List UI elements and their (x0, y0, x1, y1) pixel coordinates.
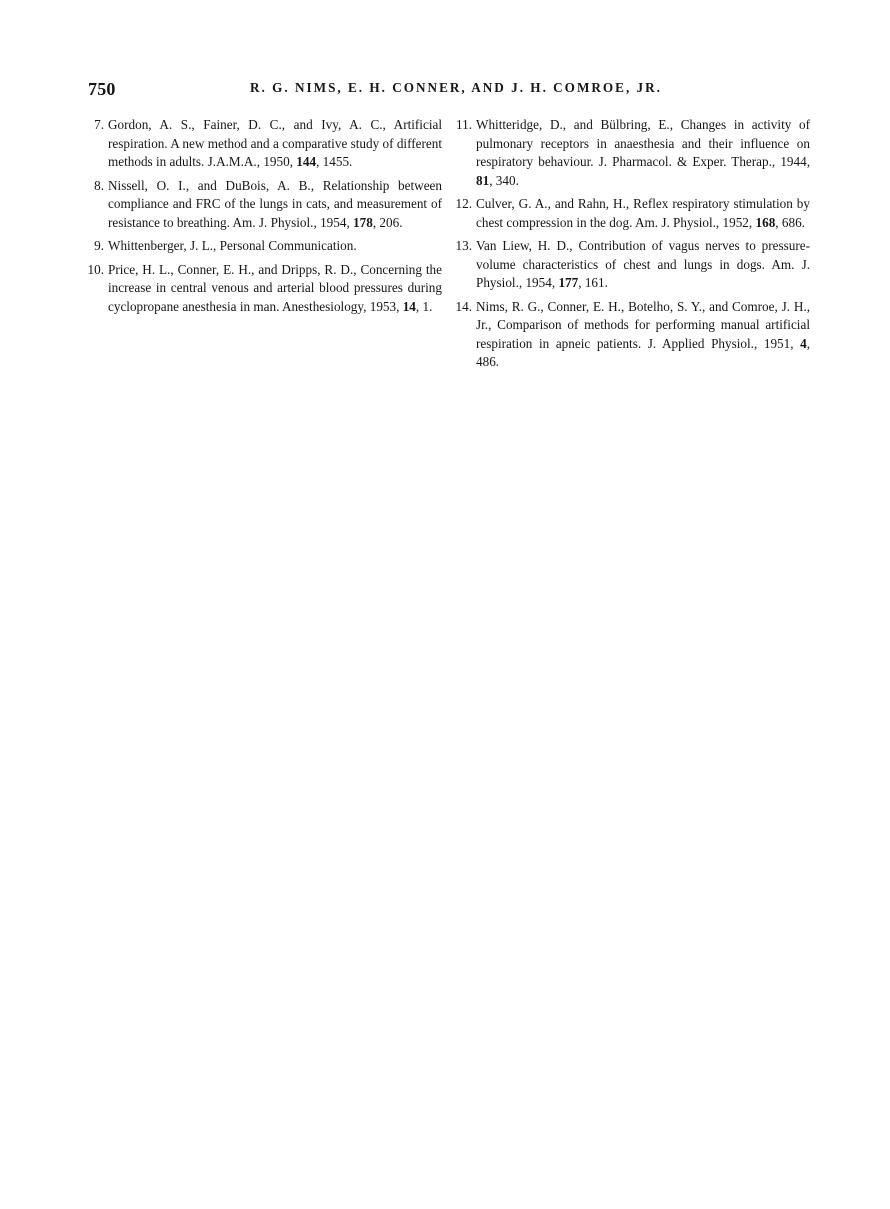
reference-volume: 168 (755, 214, 776, 230)
reference-item-10 (84, 261, 442, 317)
running-head: R. G. NIMS, E. H. CONNER, AND J. H. COMROE, JR. (250, 80, 662, 95)
reference-number: 13. (455, 238, 472, 253)
reference-number: 8. (94, 177, 104, 193)
reference-volume: 14 (402, 298, 416, 314)
reference-volume: 144 (296, 154, 317, 169)
reference-number: 7. (94, 117, 104, 132)
reference-text: Nims, R. G., Conner, E. H., Botelho, S. Y., and Comroe, J. H., Jr., Comparison of methods for performing manual artificial respiration in apneic patients. J. Applied Physiol., 1951, 4, 486. (476, 298, 810, 369)
reference-number: 12. (455, 196, 472, 211)
reference-text: Van Liew, H. D., Contribution of vagus nerves to pressure-volume characteristics of chest and lungs in dogs. Am. J. Physiol., 1954, 177, 161. (476, 238, 810, 290)
reference-volume: 177 (558, 275, 579, 290)
reference-number: 14. (455, 298, 472, 314)
reference-number: 11. (456, 117, 472, 132)
reference-text: Gordon, A. S., Fainer, D. C., and Ivy, A. C., Artificial respiration. A new method and a comparative study of different methods in adults. J.A.M.A., 1950, 144, 1455. (108, 117, 442, 169)
reference-text: Whitteridge, D., and Bülbring, E., Changes in activity of pulmonary receptors in anaesthesia and their influence on respiratory behaviour. J. Pharmacol. & Exper. Therap., 1944, 81, 340. (476, 117, 810, 188)
reference-item-11 (452, 116, 810, 190)
reference-volume: 4 (800, 335, 807, 351)
reference-text: Whittenberger, J. L., Personal Communication. (108, 238, 357, 253)
page-number: 750 (88, 79, 116, 99)
reference-item-7 (84, 116, 442, 172)
reference-column-left (84, 116, 442, 377)
reference-item-9 (84, 237, 442, 256)
reference-item-14 (452, 298, 810, 372)
reference-item-13 (452, 237, 810, 293)
reference-number: 9. (94, 238, 104, 253)
reference-text: Nissell, O. I., and DuBois, A. B., Relationship between compliance and FRC of the lungs in cats, and measurement of resistance to breathing. Am. J. Physiol., 1954, 178, 206. (108, 177, 442, 230)
reference-item-12 (452, 195, 810, 232)
reference-text: Culver, G. A., and Rahn, H., Reflex respiratory stimulation by chest compression in the dog. Am. J. Physiol., 1952, 168, 686. (476, 196, 810, 230)
reference-number: 10. (87, 261, 104, 277)
reference-volume: 178 (353, 214, 373, 230)
reference-column-right (452, 116, 810, 377)
reference-text: Price, H. L., Conner, E. H., and Dripps, R. D., Concerning the increase in central venous and arterial blood pressures during cyclopropane anesthesia in man. Anesthesiology, 1953, 14, 1. (108, 261, 442, 314)
reference-item-8 (84, 177, 442, 233)
reference-volume: 81 (476, 172, 490, 188)
reference-list (84, 116, 810, 377)
